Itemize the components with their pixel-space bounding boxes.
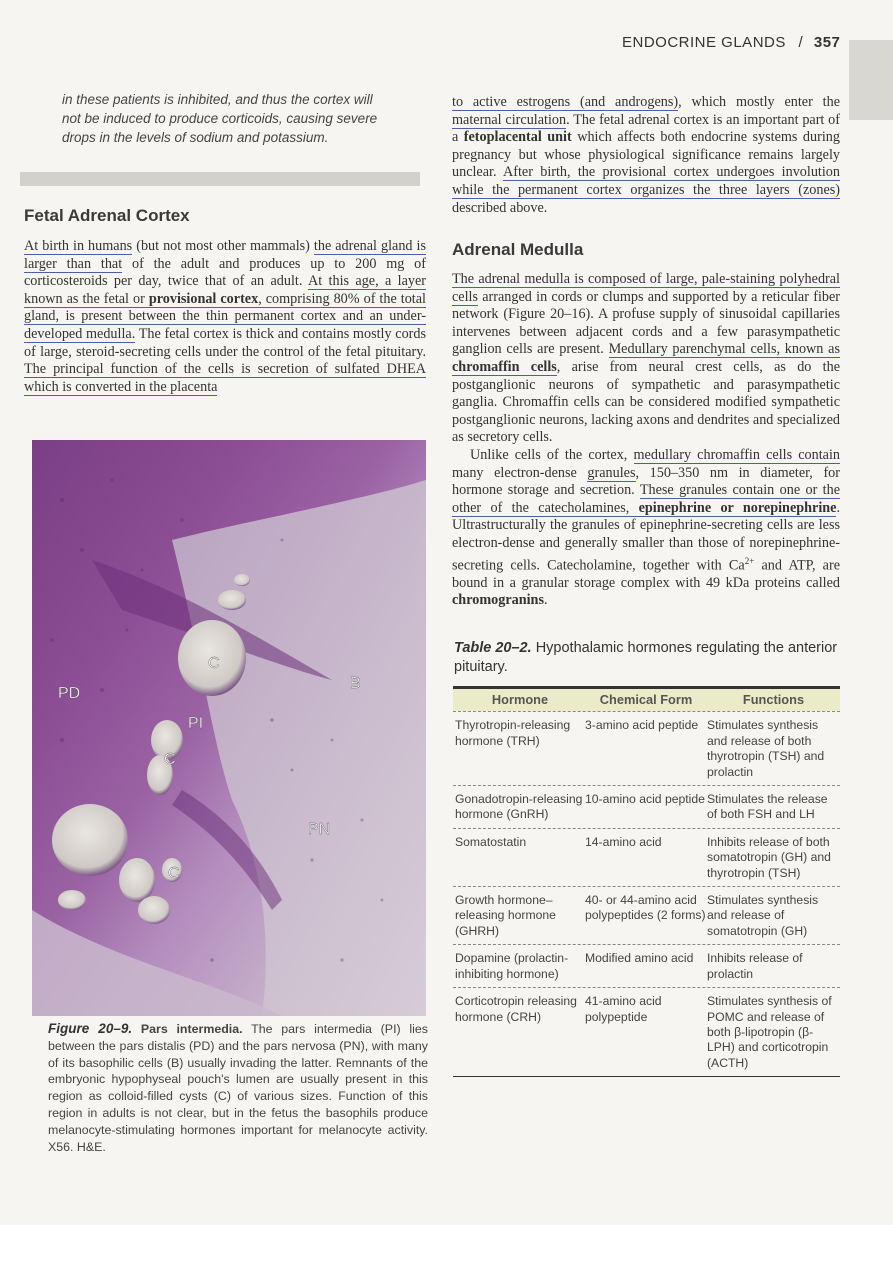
body-text: arranged in cords or clumps and supported by a reticular fiber network (Figure 20–16). A profuse supply of sinusoidal capillaries intervenes between adjacent cords and a few parasympathetic ganglion cells are present. (452, 288, 840, 358)
highlight-text: The principal function of the cells is secretion of sulfated DHEA which is converted in the placenta (24, 361, 426, 395)
cell-form: 14-amino acid (585, 834, 662, 849)
cell-hormone: Somatostatin (455, 834, 527, 849)
cell-functions: Stimulates synthesis and release of both thyrotropin (TSH) and prolactin (707, 718, 825, 779)
highlight-text: to active estrogens (and androgens) (452, 94, 679, 110)
scan-bottom-margin (0, 1225, 893, 1263)
table-row (453, 785, 840, 828)
term-provisional-cortex: provisional cortex (148, 290, 259, 307)
page-number: 357 (813, 34, 841, 51)
table-row (453, 711, 840, 785)
label-c-2: C (164, 751, 176, 768)
cell-hormone: Growth hormone–releasing hormone (GHRH) (455, 893, 556, 938)
figure-caption (48, 1021, 428, 1155)
highlight-text: After birth, the provisional cortex undergoes involution while the permanent cortex organizes the three layers (zones) (452, 164, 840, 198)
page-edge-tab (849, 40, 893, 120)
cell-functions: Stimulates synthesis and release of somatotropin (GH) (707, 893, 819, 938)
fetal-cortex-paragraph (24, 238, 426, 396)
running-head (622, 34, 840, 51)
body-text: The fetal cortex is thick and contains mostly cords of large, steroid-secreting cells under the control of the fetal pituitary. (24, 325, 426, 360)
term-catecholamines: epinephrine or norepinephrine (638, 499, 837, 516)
header-chemical-form: Chemical Form (599, 692, 693, 707)
hormone-table (453, 686, 840, 1077)
body-text: Unlike cells of the cortex, (470, 446, 634, 463)
body-text: many electron-dense (452, 464, 588, 481)
cell-functions: Stimulates the release of both FSH and LH (707, 792, 828, 822)
running-separator: / (798, 34, 804, 51)
body-text: of the adult and produces up to 200 mg of corticosteroids per day, twice that of an adult. (24, 255, 426, 290)
term-fetoplacental-unit: fetoplacental unit (463, 129, 572, 146)
table-title: Hypothalamic hormones regulating the anterior pituitary. (454, 640, 838, 675)
table-bottom-rule (453, 1076, 840, 1077)
cell-hormone: Corticotropin releasing hormone (CRH) (455, 994, 577, 1024)
table-row (453, 886, 840, 944)
fetal-cortex-heading: Fetal Adrenal Cortex (24, 206, 190, 225)
clinical-box-text: in these patients is inhibited, and thus the cortex will not be induced to produce corticoids, causing severe drops in the levels of sodium and potassium. (62, 92, 378, 145)
superscript: 2+ (744, 555, 755, 566)
body-text: described above. (452, 199, 548, 216)
body-text: , which mostly enter the (678, 94, 840, 110)
table-row (453, 828, 840, 886)
table-number: Table 20–2. (454, 640, 532, 656)
table-header-row (453, 689, 840, 711)
header-hormone: Hormone (491, 692, 549, 707)
highlight-text: maternal circulation (452, 111, 567, 128)
highlight-text: granules (587, 464, 636, 481)
cell-functions: Inhibits release of both somatotropin (GH) and thyrotropin (TSH) (707, 834, 831, 880)
highlight-text: Medullary parenchymal cells, known as (608, 341, 840, 358)
term-chromaffin-cells: chromaffin cells (452, 358, 557, 375)
cell-hormone: Gonadotropin-releasing hormone (GnRH) (455, 792, 583, 822)
table-row (453, 944, 840, 987)
body-text: , arise from neural crest cells, as do the postganglionic neurons of sympathetic and parasympathetic ganglia. Chromaffin cells can be considered modified sympathetic postganglionic neurons, lacking axons and dendrites and specialized as secretory cells. (452, 358, 840, 446)
figure-title: Pars intermedia. (140, 1022, 243, 1036)
cell-form: 3-amino acid peptide (585, 718, 699, 733)
box-bottom-band (20, 172, 420, 186)
cell-hormone: Thyrotropin-releasing hormone (TRH) (455, 718, 571, 748)
adrenal-medulla-heading: Adrenal Medulla (452, 240, 584, 259)
table-caption (454, 639, 844, 677)
label-c-3: C (168, 865, 180, 882)
body-text: (but not most other mammals) (132, 238, 314, 254)
highlight-text: At birth in humans (24, 238, 133, 254)
body-text: which affects both endocrine systems during pregnancy but whose physiological significance remains largely unclear. (452, 129, 840, 181)
highlight-text: , comprising 80% of the total gland, is present between the thin permanent cortex and an under-developed medulla. (24, 290, 426, 342)
table-row (453, 987, 840, 1076)
label-pi: PI (188, 715, 204, 732)
label-pn: PN (308, 821, 331, 838)
term-chromogranins: chromogranins (452, 592, 544, 609)
micrograph-image (32, 440, 426, 1016)
cell-form: Modified amino acid (585, 951, 694, 966)
body-text: . (543, 592, 548, 609)
highlight-text: The adrenal medulla is composed of large, pale-staining polyhedral cells (452, 271, 840, 305)
cell-form: 40- or 44-amino acid polypeptides (2 forms) (585, 893, 706, 923)
label-b: B (350, 675, 361, 692)
fetal-continued-paragraph (452, 94, 840, 217)
cell-form: 10-amino acid peptide (585, 792, 705, 807)
figure-number: Figure 20–9. (48, 1021, 133, 1036)
highlight-text: These granules contain one or the other of the catecholamines, (452, 482, 840, 516)
cell-hormone: Dopamine (prolactin-inhibiting hormone) (455, 951, 569, 981)
highlight-text: the adrenal gland is larger than that (24, 238, 427, 272)
cell-functions: Inhibits release of prolactin (707, 951, 803, 981)
cell-form: 41-amino acid polypeptide (585, 994, 662, 1024)
body-text: . Ultrastructurally the granules of epinephrine-secreting cells are less electron-dense and generally smaller than those of norepinephrine-secreting cells. Catecholamine, together with Ca (452, 499, 840, 574)
header-functions: Functions (742, 692, 805, 707)
cell-functions: Stimulates synthesis of POMC and release of both β-lipotropin (β-LPH) and corticotropin (ACTH) (707, 994, 832, 1070)
body-text: , 150–350 nm in diameter, for hormone storage and secretion. (452, 464, 840, 499)
label-c-1: C (208, 655, 220, 672)
running-title: ENDOCRINE GLANDS (622, 34, 786, 51)
label-pd: PD (58, 685, 81, 702)
body-text: and ATP, are bound in a granular storage complex with 49 kDa proteins called (452, 557, 841, 591)
adrenal-medulla-text (452, 271, 840, 610)
highlight-text: At this age, a layer known as the fetal or (24, 273, 426, 307)
figure-caption-text: The pars intermedia (PI) lies between the pars distalis (PD) and the pars nervosa (PN), with many of its basophilic cells (B) usually invading the latter. Remnants of the embryonic hypophyseal pouch's lumen are usually present in this region as colloid-filled cysts (C) of various sizes. Function of this region in adults is not clear, but in the fetus the basophils produce melanocyte-stimulating hormones important for melanocyte activity. X56. H&E. (48, 1022, 428, 1154)
highlight-text: medullary chromaffin cells contain (633, 446, 841, 463)
body-text: . The fetal adrenal cortex is an important part of a (452, 111, 841, 146)
